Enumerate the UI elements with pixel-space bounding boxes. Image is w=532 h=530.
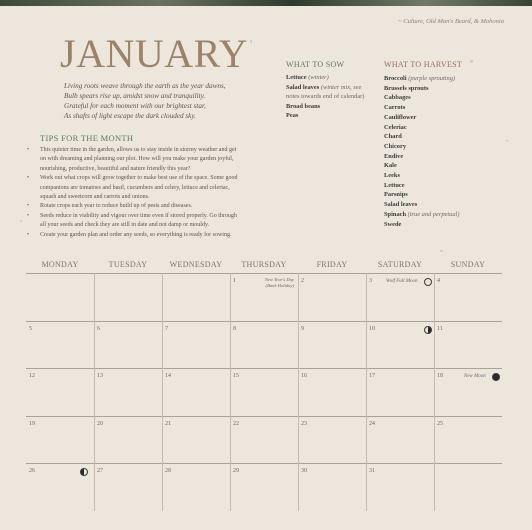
day-cell[interactable] bbox=[162, 463, 230, 511]
day-number: 10 bbox=[369, 325, 375, 332]
day-cell[interactable] bbox=[366, 416, 434, 464]
poem-line: Living roots weave through the earth as the year dawns, bbox=[64, 82, 226, 90]
poem-line: Bulb spears rise up, amidst snow and tranquility. bbox=[64, 92, 206, 100]
day-number: 8 bbox=[233, 325, 236, 332]
first-quarter-moon-icon bbox=[80, 468, 88, 476]
day-cell[interactable] bbox=[230, 463, 298, 511]
paper-speck bbox=[250, 40, 252, 43]
day-number: 20 bbox=[97, 420, 103, 427]
day-number: 5 bbox=[29, 325, 32, 332]
harvest-item-name: Swede bbox=[384, 220, 402, 228]
day-cell[interactable] bbox=[230, 416, 298, 464]
harvest-item bbox=[384, 181, 494, 191]
day-cell[interactable] bbox=[162, 416, 230, 464]
day-number: 21 bbox=[165, 420, 171, 427]
calendar-grid bbox=[26, 273, 502, 511]
day-cell[interactable] bbox=[26, 368, 94, 416]
day-number: 3 bbox=[369, 278, 372, 284]
day-number: 12 bbox=[29, 373, 35, 380]
harvest-item bbox=[384, 210, 494, 220]
tip-line: • Seeds reduce in viability and vigour over time even if stored properly. Go through bbox=[40, 212, 237, 219]
top-photo-strip bbox=[0, 0, 532, 6]
harvest-item bbox=[384, 152, 494, 162]
day-cell[interactable] bbox=[26, 463, 94, 511]
tip-line: • Create your garden plan and order any seeds, so everything is ready for sowing. bbox=[40, 231, 232, 238]
sow-item bbox=[286, 111, 376, 121]
sow-item-name: Peas bbox=[286, 112, 299, 120]
harvest-item-name: Parsnips bbox=[384, 191, 408, 199]
harvest-item bbox=[384, 123, 494, 133]
day-cell[interactable] bbox=[230, 273, 298, 321]
tips-list bbox=[40, 146, 265, 240]
day-cell[interactable] bbox=[298, 321, 366, 369]
weekday-label: FRIDAY bbox=[316, 260, 348, 269]
harvest-item bbox=[384, 84, 494, 94]
day-number: 16 bbox=[301, 373, 307, 380]
tip-item bbox=[40, 174, 265, 202]
day-number: 13 bbox=[97, 373, 103, 380]
harvest-item-note: (purple sprouting) bbox=[408, 75, 456, 82]
day-cell[interactable] bbox=[94, 368, 162, 416]
photo-credit: ~ Culture, Old Man's Beard, & Mahonia bbox=[398, 18, 504, 25]
day-cell[interactable] bbox=[94, 321, 162, 369]
harvest-item bbox=[384, 132, 494, 142]
harvest-item-name: Salad leaves bbox=[384, 201, 418, 209]
harvest-item-name: Chicory bbox=[384, 142, 407, 150]
harvest-item bbox=[384, 220, 494, 230]
tip-line: • This quieter time in the garden, allows us to stay inside in stormy weather and get bbox=[40, 147, 237, 153]
day-number: 6 bbox=[97, 325, 100, 332]
harvest-item-name: Leeks bbox=[384, 172, 400, 180]
tip-line: companions are tomatoes and basil, cucumbers and celery, lettuce and celeriac, bbox=[40, 184, 230, 191]
tip-item bbox=[40, 202, 265, 211]
day-cell[interactable] bbox=[434, 321, 502, 369]
day-cell[interactable] bbox=[230, 368, 298, 416]
day-cell[interactable] bbox=[298, 368, 366, 416]
harvest-item-name: Cabbages bbox=[384, 94, 411, 102]
full-moon-icon bbox=[424, 278, 432, 286]
tip-item bbox=[40, 146, 265, 174]
day-number: 17 bbox=[369, 373, 375, 380]
sow-item bbox=[286, 102, 376, 112]
day-number: 9 bbox=[301, 325, 304, 332]
day-number: 4 bbox=[437, 278, 440, 284]
day-number: 30 bbox=[301, 468, 307, 475]
day-number: 11 bbox=[437, 325, 443, 332]
new-moon-icon bbox=[492, 373, 500, 381]
day-number: 23 bbox=[301, 420, 307, 427]
day-number: 18 bbox=[437, 373, 443, 380]
harvest-item bbox=[384, 161, 494, 171]
poem-line: Grateful for each moment with our brightest star, bbox=[64, 102, 206, 110]
tip-line: on with dreaming and planning our plot. How will you make your garden joyful, bbox=[40, 156, 234, 163]
harvest-item-name: Lettuce bbox=[384, 181, 405, 189]
tip-line: nourishing, productive, beautiful and nature friendly this year? bbox=[40, 165, 191, 172]
harvest-item-name: Carrots bbox=[384, 104, 406, 112]
sow-heading: WHAT TO SOW bbox=[286, 60, 345, 69]
day-number: 25 bbox=[437, 420, 443, 427]
day-cell[interactable] bbox=[162, 321, 230, 369]
harvest-list bbox=[384, 74, 494, 229]
day-cell[interactable] bbox=[298, 273, 366, 321]
weekday-header bbox=[26, 260, 502, 274]
day-cell[interactable] bbox=[366, 321, 434, 369]
day-cell[interactable] bbox=[26, 321, 94, 369]
day-cell[interactable] bbox=[366, 463, 434, 511]
day-cell[interactable] bbox=[94, 463, 162, 511]
day-cell[interactable] bbox=[366, 273, 434, 321]
month-poem bbox=[64, 81, 226, 121]
sow-item-name: Lettuce bbox=[286, 74, 307, 81]
harvest-item-name: Kale bbox=[384, 162, 397, 170]
day-cell[interactable] bbox=[298, 463, 366, 511]
holiday-label: New Year's Day bbox=[264, 277, 294, 282]
sow-item-note: (winter mix, see bbox=[320, 83, 362, 91]
day-cell[interactable] bbox=[366, 368, 434, 416]
tip-item bbox=[40, 231, 265, 240]
day-cell[interactable] bbox=[434, 368, 502, 416]
day-number: 14 bbox=[165, 373, 171, 380]
harvest-item bbox=[384, 113, 494, 123]
sow-item-name: Broad beans bbox=[286, 102, 321, 110]
sow-item-note: notes towards end of calendar) bbox=[286, 93, 365, 101]
paper-speck bbox=[440, 250, 443, 252]
day-number: 2 bbox=[301, 278, 304, 284]
day-number: 29 bbox=[233, 468, 239, 475]
harvest-item bbox=[384, 190, 494, 200]
day-number: 15 bbox=[233, 373, 239, 380]
harvest-item-name: Endive bbox=[384, 152, 404, 160]
day-number: 22 bbox=[233, 420, 239, 427]
new-moon-label: New Moon bbox=[464, 374, 486, 380]
sow-item-name: Salad leaves bbox=[286, 83, 320, 91]
holiday-sublabel: (Bank Holiday) bbox=[265, 282, 294, 288]
sow-list bbox=[286, 73, 376, 121]
weekday-label: THURSDAY bbox=[241, 260, 287, 269]
day-cell[interactable] bbox=[162, 368, 230, 416]
weekday-label: SATURDAY bbox=[377, 260, 423, 269]
last-quarter-moon-icon bbox=[424, 326, 432, 334]
day-number: 19 bbox=[29, 420, 35, 427]
full-moon-label: Wolf Full Moon bbox=[386, 279, 418, 284]
tip-item bbox=[40, 212, 265, 231]
harvest-item-name: Celeriac bbox=[384, 123, 407, 131]
day-cell[interactable] bbox=[298, 416, 366, 464]
day-cell[interactable] bbox=[434, 416, 502, 464]
day-cell[interactable] bbox=[434, 273, 502, 321]
day-number: 24 bbox=[369, 420, 375, 427]
tip-line: all your seeds and check they are still in date and not damp or mouldy. bbox=[40, 222, 210, 229]
weekday-label: SUNDAY bbox=[450, 260, 486, 269]
day-cell[interactable] bbox=[94, 416, 162, 464]
tips-heading: TIPS FOR THE MONTH bbox=[40, 133, 134, 143]
day-number: 7 bbox=[165, 325, 168, 332]
month-title: JANUARY bbox=[60, 31, 248, 76]
harvest-item bbox=[384, 171, 494, 181]
tip-line: squash and sweetcorn and carrots and onions. bbox=[40, 194, 150, 201]
harvest-heading: WHAT TO HARVEST bbox=[384, 60, 463, 69]
harvest-item bbox=[384, 142, 494, 152]
paper-speck bbox=[505, 140, 509, 141]
day-number: 1 bbox=[233, 278, 236, 284]
harvest-item-name: Chard bbox=[384, 133, 402, 141]
weekday-label: MONDAY bbox=[41, 260, 79, 269]
day-number: 31 bbox=[369, 468, 375, 475]
day-number: 27 bbox=[97, 468, 103, 475]
day-cell[interactable] bbox=[26, 416, 94, 464]
harvest-item bbox=[384, 103, 494, 113]
sow-item bbox=[286, 73, 376, 83]
day-number: 28 bbox=[165, 468, 171, 475]
harvest-item-name: Brussels sprouts bbox=[384, 84, 429, 92]
harvest-item-name: Spinach bbox=[384, 210, 407, 218]
sow-item bbox=[286, 83, 376, 102]
day-number: 26 bbox=[29, 468, 35, 475]
harvest-item-note: (true and perpetual) bbox=[407, 210, 460, 218]
harvest-item bbox=[384, 74, 494, 84]
paper-speck bbox=[20, 220, 22, 222]
tip-line: • Rotate crops each year to reduce build up of pests and diseases. bbox=[40, 203, 193, 210]
paper-speck bbox=[470, 60, 473, 63]
harvest-item-name: Broccoli bbox=[384, 75, 407, 82]
weekday-label: TUESDAY bbox=[108, 260, 148, 269]
harvest-item bbox=[384, 200, 494, 210]
weekday-label: WEDNESDAY bbox=[169, 260, 223, 269]
holiday-note bbox=[265, 277, 294, 288]
tip-line: • Work out what crops will grow together to make best use of the space. Some good bbox=[40, 175, 238, 182]
harvest-item bbox=[384, 93, 494, 103]
sow-item-note: (winter) bbox=[308, 74, 329, 81]
day-cell[interactable] bbox=[230, 321, 298, 369]
harvest-item-name: Cauliflower bbox=[384, 113, 417, 121]
poem-line: As shafts of light escape the dark clouded sky. bbox=[64, 112, 196, 120]
